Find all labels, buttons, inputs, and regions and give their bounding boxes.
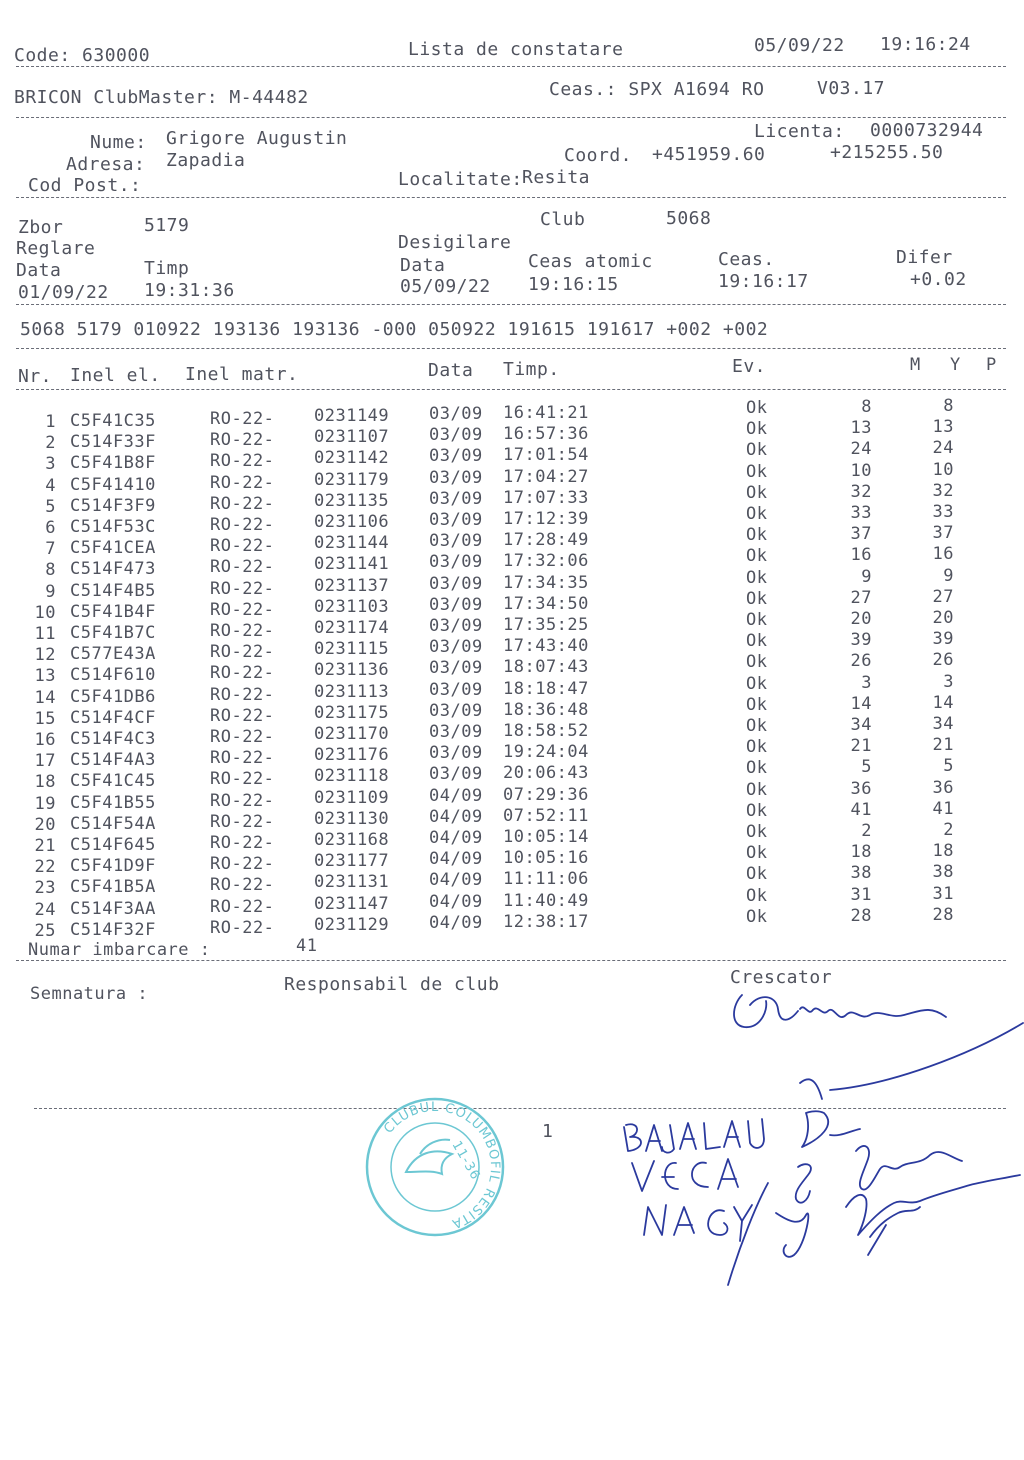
row-ring-prefix: RO-22- xyxy=(210,430,275,451)
row-event: Ok xyxy=(746,822,768,842)
col-y: Y xyxy=(950,355,961,375)
row-date: 03/09 xyxy=(429,467,483,488)
row-ring-electronic: C514F4C3 xyxy=(70,729,156,749)
row-time: 16:57:36 xyxy=(503,424,589,445)
row-ring-prefix: RO-22- xyxy=(210,833,275,853)
col-nr: Nr. xyxy=(18,366,53,387)
row-number: 6 xyxy=(45,518,56,538)
row-event: Ok xyxy=(746,758,768,779)
document-title: Lista de constatare xyxy=(408,39,624,60)
row-number: 19 xyxy=(34,793,56,814)
row-number: 11 xyxy=(34,624,56,644)
row-number: 21 xyxy=(34,836,56,856)
row-time: 11:40:49 xyxy=(503,890,589,911)
set-time-label: Timp xyxy=(144,258,190,279)
row-number: 18 xyxy=(34,772,56,793)
row-y-value: 33 xyxy=(932,502,954,522)
breeder-label: Crescator xyxy=(730,967,833,988)
row-ring-prefix: RO-22- xyxy=(210,451,275,472)
row-time: 19:24:04 xyxy=(503,742,589,763)
row-ring-number: 0231147 xyxy=(314,893,390,914)
col-ring-matr: Inel matr. xyxy=(185,364,299,385)
divider xyxy=(16,197,1006,198)
col-ev: Ev. xyxy=(732,356,767,377)
row-ring-number: 0231129 xyxy=(314,914,390,935)
row-ring-number: 0231106 xyxy=(314,512,390,532)
row-y-value: 2 xyxy=(943,820,954,840)
divider xyxy=(16,389,1006,390)
row-date: 04/09 xyxy=(429,806,483,827)
owner-address: Zapadia xyxy=(166,150,246,171)
row-ring-electronic: C514F32F xyxy=(70,919,156,940)
col-p: P xyxy=(986,355,997,375)
row-date: 03/09 xyxy=(429,743,483,764)
row-number: 5 xyxy=(45,496,56,517)
row-ring-electronic: C514F53C xyxy=(70,517,156,537)
row-date: 03/09 xyxy=(429,700,483,721)
row-y-value: 27 xyxy=(932,586,954,607)
row-ring-number: 0231170 xyxy=(314,724,390,744)
row-m-value: 33 xyxy=(850,503,872,523)
row-ring-electronic: C514F33F xyxy=(70,432,156,453)
row-m-value: 14 xyxy=(850,693,872,714)
atomic-time: 19:16:15 xyxy=(528,274,619,295)
row-ring-prefix: RO-22- xyxy=(210,599,275,620)
row-time: 18:07:43 xyxy=(503,657,589,678)
row-time: 17:32:06 xyxy=(503,551,589,572)
club-responsible-label: Responsabil de club xyxy=(284,974,500,995)
row-y-value: 8 xyxy=(943,396,954,416)
unseal-date: 05/09/22 xyxy=(400,276,491,297)
row-time: 17:34:35 xyxy=(503,572,589,593)
row-number: 4 xyxy=(45,475,56,496)
row-time: 18:36:48 xyxy=(503,699,589,720)
device-label: BRICON ClubMaster: M-44482 xyxy=(14,87,309,108)
row-ring-electronic: C514F3F9 xyxy=(70,495,156,516)
row-event: Ok xyxy=(746,504,768,524)
stamp-text: CLUBUL COLUMBOFIL RESITA xyxy=(381,1099,503,1232)
row-m-value: 5 xyxy=(861,757,872,778)
diff-value: +0.02 xyxy=(910,269,967,290)
row-date: 03/09 xyxy=(429,488,483,509)
row-date: 03/09 xyxy=(429,404,483,424)
address-label: Adresa: xyxy=(66,154,146,175)
row-date: 04/09 xyxy=(429,912,483,933)
row-y-value: 21 xyxy=(932,735,954,756)
set-date-label: Data xyxy=(16,260,62,281)
row-ring-prefix: RO-22- xyxy=(210,493,275,514)
row-ring-number: 0231137 xyxy=(314,575,390,596)
row-event: Ok xyxy=(746,419,768,440)
row-ring-number: 0231144 xyxy=(314,533,390,554)
row-m-value: 13 xyxy=(850,418,872,439)
row-ring-electronic: C5F41DB6 xyxy=(70,686,156,707)
row-ring-number: 0231131 xyxy=(314,872,390,893)
row-y-value: 5 xyxy=(943,756,954,777)
row-number: 14 xyxy=(34,687,56,708)
row-ring-prefix: RO-22- xyxy=(210,748,275,769)
row-ring-electronic: C514F3AA xyxy=(70,898,156,919)
row-event: Ok xyxy=(746,716,768,736)
row-y-value: 28 xyxy=(932,904,954,925)
row-y-value: 31 xyxy=(932,883,954,904)
row-m-value: 41 xyxy=(850,799,872,820)
row-ring-number: 0231177 xyxy=(314,851,390,872)
row-ring-prefix: RO-22- xyxy=(210,854,275,875)
row-date: 03/09 xyxy=(429,594,483,615)
row-number: 12 xyxy=(34,645,56,666)
unseal-label: Desigilare xyxy=(398,232,512,253)
row-ring-prefix: RO-22- xyxy=(210,811,275,832)
row-y-value: 13 xyxy=(932,417,954,438)
row-date: 03/09 xyxy=(429,616,483,636)
row-number: 16 xyxy=(34,730,56,750)
row-time: 11:11:06 xyxy=(503,869,589,890)
license-label: Licenta: xyxy=(754,121,845,142)
print-time: 19:16:24 xyxy=(880,34,971,55)
row-date: 04/09 xyxy=(429,891,483,912)
col-m: M xyxy=(910,355,921,375)
row-date: 03/09 xyxy=(429,425,483,446)
row-time: 10:05:14 xyxy=(503,827,589,847)
row-number: 22 xyxy=(34,857,56,878)
row-number: 13 xyxy=(34,666,56,687)
row-m-value: 3 xyxy=(861,672,872,693)
row-m-value: 24 xyxy=(850,439,872,460)
row-ring-number: 0231179 xyxy=(314,469,390,490)
row-event: Ok xyxy=(746,843,768,864)
club-label: Club xyxy=(540,209,586,230)
row-event: Ok xyxy=(746,398,768,418)
license-number: 0000732944 xyxy=(870,120,984,141)
stamp-number: 11-36 xyxy=(448,1138,483,1184)
row-ring-electronic: C5F41D9F xyxy=(70,856,156,877)
row-ring-electronic: C5F41C45 xyxy=(70,771,156,792)
row-ring-prefix: RO-22- xyxy=(210,472,275,493)
divider xyxy=(16,960,1006,961)
row-m-value: 36 xyxy=(850,778,872,799)
row-event: Ok xyxy=(746,779,768,800)
row-y-value: 37 xyxy=(932,523,954,544)
unseal-date-label: Data xyxy=(400,255,446,276)
row-time: 10:05:16 xyxy=(503,848,589,869)
row-ring-number: 0231113 xyxy=(314,681,390,702)
row-number: 24 xyxy=(34,899,56,920)
row-ring-electronic: C514F645 xyxy=(70,835,156,855)
divider xyxy=(16,304,1006,305)
row-m-value: 2 xyxy=(861,821,872,841)
row-ring-prefix: RO-22- xyxy=(210,621,275,641)
row-ring-prefix: RO-22- xyxy=(210,515,275,535)
row-time: 17:01:54 xyxy=(503,445,589,466)
row-number: 20 xyxy=(34,814,56,835)
row-m-value: 38 xyxy=(850,863,872,884)
row-y-value: 3 xyxy=(943,671,954,692)
row-ring-number: 0231168 xyxy=(314,830,390,850)
row-ring-number: 0231142 xyxy=(314,448,390,469)
row-event: Ok xyxy=(746,631,768,652)
row-m-value: 32 xyxy=(850,481,872,502)
row-number: 15 xyxy=(34,708,56,729)
row-event: Ok xyxy=(746,525,768,546)
row-date: 04/09 xyxy=(429,828,483,848)
row-time: 17:35:25 xyxy=(503,615,589,635)
row-ring-electronic: C514F610 xyxy=(70,665,156,686)
row-number: 23 xyxy=(34,878,56,899)
row-ring-electronic: C514F4CF xyxy=(70,707,156,728)
row-ring-prefix: RO-22- xyxy=(210,684,275,705)
divider xyxy=(16,66,1006,67)
clock-label: Ceas.: SPX A1694 RO xyxy=(549,79,765,100)
diff-label: Difer xyxy=(896,247,953,268)
row-ring-electronic: C514F54A xyxy=(70,813,156,834)
locality-label: Localitate: xyxy=(398,169,523,190)
print-date: 05/09/22 xyxy=(754,35,845,56)
row-time: 07:29:36 xyxy=(503,784,589,805)
row-event: Ok xyxy=(746,610,768,630)
row-date: 03/09 xyxy=(429,510,483,530)
row-ring-prefix: RO-22- xyxy=(210,875,275,896)
row-m-value: 10 xyxy=(850,460,872,481)
row-ring-number: 0231118 xyxy=(314,766,390,787)
row-time: 18:18:47 xyxy=(503,678,589,699)
club-number: 5068 xyxy=(666,208,712,229)
row-event: Ok xyxy=(746,737,768,758)
row-m-value: 8 xyxy=(861,397,872,417)
col-time: Timp. xyxy=(503,359,560,380)
row-ring-number: 0231141 xyxy=(314,554,390,575)
committee-signatures xyxy=(610,1095,1024,1295)
row-ring-number: 0231136 xyxy=(314,660,390,681)
row-date: 03/09 xyxy=(429,637,483,658)
row-event: Ok xyxy=(746,440,768,461)
row-ring-electronic: C5F41B4F xyxy=(70,601,156,622)
row-y-value: 32 xyxy=(932,480,954,501)
row-time: 20:06:43 xyxy=(503,763,589,784)
row-ring-electronic: C5F41B7C xyxy=(70,623,156,643)
row-m-value: 27 xyxy=(850,587,872,608)
name-label: Nume: xyxy=(90,132,147,153)
row-y-value: 34 xyxy=(932,714,954,734)
row-event: Ok xyxy=(746,885,768,906)
row-y-value: 39 xyxy=(932,629,954,650)
row-ring-prefix: RO-22- xyxy=(210,557,275,578)
row-y-value: 10 xyxy=(932,459,954,480)
row-m-value: 34 xyxy=(850,715,872,735)
row-y-value: 18 xyxy=(932,841,954,862)
col-ring-el: Inel el. xyxy=(70,365,161,386)
row-number: 17 xyxy=(34,751,56,772)
row-y-value: 26 xyxy=(932,650,954,671)
row-m-value: 26 xyxy=(850,651,872,672)
row-ring-number: 0231115 xyxy=(314,639,390,660)
version-label: V03.17 xyxy=(817,78,886,99)
boarding-label: Numar imbarcare : xyxy=(28,940,211,960)
col-date: Data xyxy=(428,360,474,381)
row-date: 03/09 xyxy=(429,552,483,573)
row-m-value: 21 xyxy=(850,736,872,757)
row-date: 03/09 xyxy=(429,531,483,552)
row-m-value: 18 xyxy=(850,842,872,863)
row-ring-number: 0231176 xyxy=(314,745,390,766)
row-ring-prefix: RO-22- xyxy=(210,642,275,663)
row-date: 03/09 xyxy=(429,679,483,700)
clock-time: 19:16:17 xyxy=(718,271,809,292)
row-m-value: 39 xyxy=(850,630,872,651)
row-time: 17:12:39 xyxy=(503,509,589,529)
row-number: 10 xyxy=(34,602,56,623)
row-time: 17:07:33 xyxy=(503,487,589,508)
row-ring-prefix: RO-22- xyxy=(210,727,275,747)
row-ring-electronic: C5F41CEA xyxy=(70,538,156,559)
row-ring-number: 0231103 xyxy=(314,596,390,617)
row-event: Ok xyxy=(746,673,768,694)
row-event: Ok xyxy=(746,567,768,588)
row-ring-prefix: RO-22- xyxy=(210,896,275,917)
row-date: 04/09 xyxy=(429,870,483,891)
postcode-label: Cod Post.: xyxy=(28,175,142,196)
coord-label: Coord. xyxy=(564,145,633,166)
row-ring-prefix: RO-22- xyxy=(210,790,275,811)
row-y-value: 9 xyxy=(943,565,954,586)
row-event: Ok xyxy=(746,482,768,503)
row-ring-prefix: RO-22- xyxy=(210,769,275,790)
row-m-value: 28 xyxy=(850,905,872,926)
row-date: 03/09 xyxy=(429,764,483,785)
row-ring-number: 0231130 xyxy=(314,808,390,829)
row-date: 03/09 xyxy=(429,446,483,467)
row-number: 3 xyxy=(45,454,56,475)
row-time: 16:41:21 xyxy=(503,403,589,423)
row-number: 25 xyxy=(34,920,56,941)
row-ring-electronic: C577E43A xyxy=(70,644,156,665)
row-y-value: 36 xyxy=(932,777,954,798)
boarding-count: 41 xyxy=(296,936,318,956)
coord-lon: +215255.50 xyxy=(830,142,944,163)
row-ring-electronic: C5F41B8F xyxy=(70,453,156,474)
row-event: Ok xyxy=(746,864,768,885)
row-ring-electronic: C5F41B55 xyxy=(70,792,156,813)
owner-name: Grigore Augustin xyxy=(166,128,348,149)
row-ring-number: 0231175 xyxy=(314,702,390,723)
code-line: 5068 5179 010922 193136 193136 -000 050922 191615 191617 +002 +002 xyxy=(20,319,769,340)
row-m-value: 9 xyxy=(861,566,872,587)
breeder-signature xyxy=(720,975,1024,1115)
row-ring-electronic: C5F41410 xyxy=(70,474,156,495)
clock-time-label: Ceas. xyxy=(718,249,775,270)
row-y-value: 41 xyxy=(932,798,954,819)
row-time: 17:34:50 xyxy=(503,593,589,614)
set-time: 19:31:36 xyxy=(144,280,235,301)
row-ring-electronic: C514F473 xyxy=(70,559,156,580)
coord-lat: +451959.60 xyxy=(652,144,766,165)
row-event: Ok xyxy=(746,652,768,673)
row-event: Ok xyxy=(746,546,768,567)
row-date: 03/09 xyxy=(429,573,483,594)
divider xyxy=(16,348,1006,349)
divider xyxy=(16,117,1006,118)
set-date: 01/09/22 xyxy=(18,282,109,303)
page-number: 1 xyxy=(542,1121,554,1142)
row-ring-number: 0231109 xyxy=(314,787,390,808)
row-time: 07:52:11 xyxy=(503,805,589,826)
row-date: 03/09 xyxy=(429,658,483,679)
row-event: Ok xyxy=(746,461,768,482)
flight-label: Zbor xyxy=(18,217,64,238)
row-event: Ok xyxy=(746,694,768,715)
row-ring-prefix: RO-22- xyxy=(210,578,275,599)
row-number: 7 xyxy=(45,539,56,560)
row-ring-prefix: RO-22- xyxy=(210,536,275,557)
row-ring-prefix: RO-22- xyxy=(210,663,275,684)
row-number: 8 xyxy=(45,560,56,581)
setting-label: Reglare xyxy=(16,238,96,259)
locality-value: Resita xyxy=(522,167,591,188)
row-ring-electronic: C514F4A3 xyxy=(70,750,156,771)
row-event: Ok xyxy=(746,588,768,609)
club-stamp xyxy=(360,1092,510,1242)
row-m-value: 20 xyxy=(850,609,872,629)
signature-label: Semnatura : xyxy=(30,984,149,1004)
row-y-value: 24 xyxy=(932,438,954,459)
flight-number: 5179 xyxy=(144,215,190,236)
row-ring-prefix: RO-22- xyxy=(210,917,275,938)
row-y-value: 16 xyxy=(932,544,954,565)
row-time: 17:28:49 xyxy=(503,530,589,551)
row-m-value: 16 xyxy=(850,545,872,566)
row-m-value: 31 xyxy=(850,884,872,905)
row-y-value: 20 xyxy=(932,608,954,628)
row-ring-electronic: C5F41B5A xyxy=(70,877,156,898)
row-ring-electronic: C5F41C35 xyxy=(70,411,156,431)
row-event: Ok xyxy=(746,800,768,821)
code-label: Code: 630000 xyxy=(14,45,151,66)
row-m-value: 37 xyxy=(850,524,872,545)
row-ring-number: 0231149 xyxy=(314,406,390,426)
row-number: 1 xyxy=(45,412,56,432)
row-ring-number: 0231174 xyxy=(314,618,390,638)
row-ring-prefix: RO-22- xyxy=(210,705,275,726)
row-date: 04/09 xyxy=(429,785,483,806)
row-y-value: 38 xyxy=(932,862,954,883)
row-number: 2 xyxy=(45,433,56,454)
row-ring-number: 0231135 xyxy=(314,490,390,511)
row-number: 9 xyxy=(45,581,56,602)
row-time: 18:58:52 xyxy=(503,721,589,741)
atomic-clock-label: Ceas atomic xyxy=(528,251,653,272)
row-date: 04/09 xyxy=(429,849,483,870)
row-date: 03/09 xyxy=(429,722,483,742)
row-ring-electronic: C514F4B5 xyxy=(70,580,156,601)
row-time: 12:38:17 xyxy=(503,911,589,932)
row-time: 17:43:40 xyxy=(503,636,589,657)
row-ring-number: 0231107 xyxy=(314,427,390,448)
row-event: Ok xyxy=(746,906,768,927)
row-y-value: 14 xyxy=(932,692,954,713)
row-ring-prefix: RO-22- xyxy=(210,409,275,429)
row-time: 17:04:27 xyxy=(503,466,589,487)
